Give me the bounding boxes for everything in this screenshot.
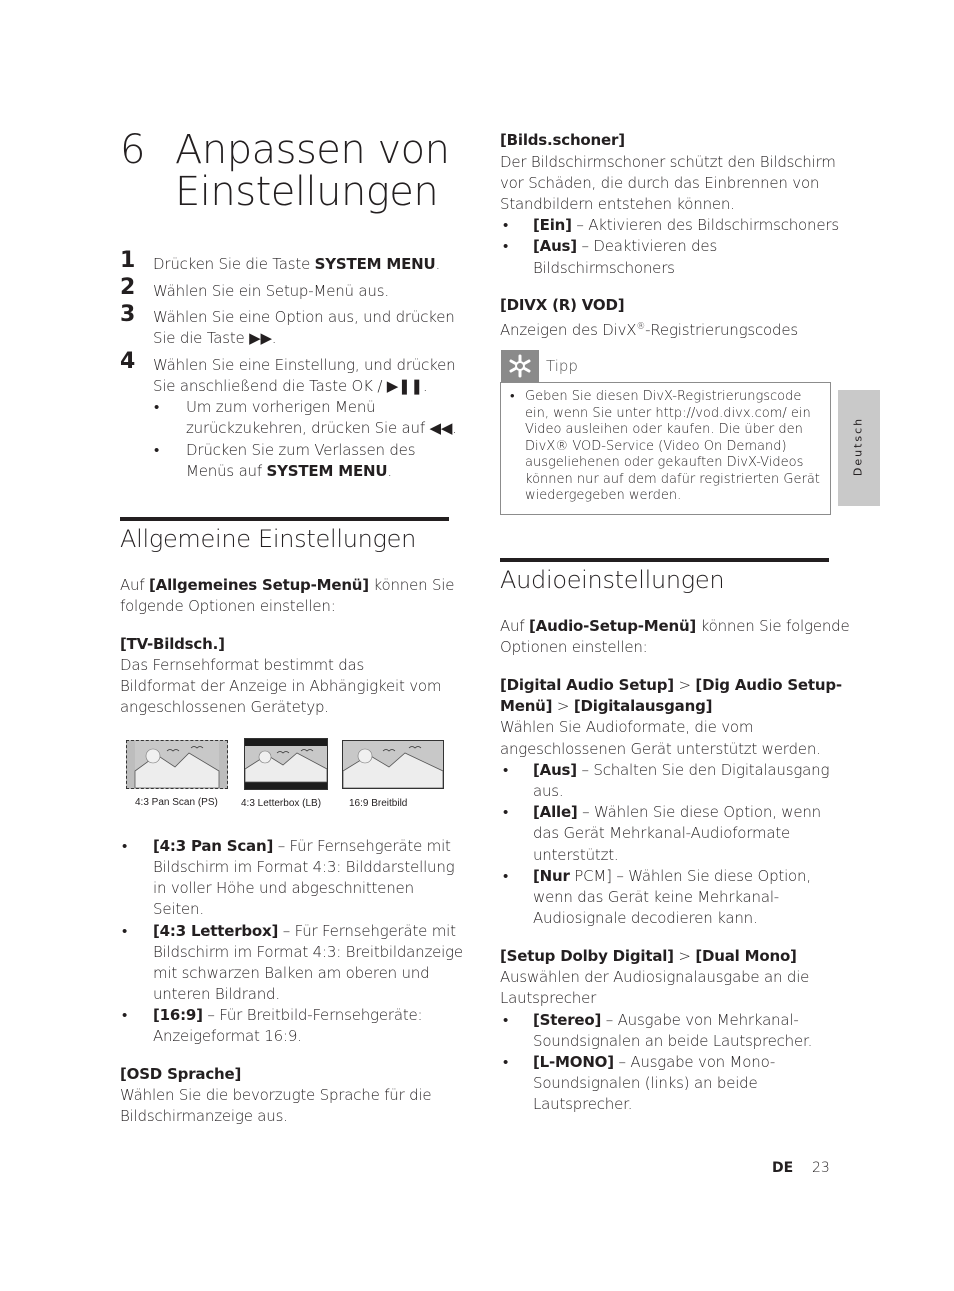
- letterbox-thumbnail: [244, 738, 328, 790]
- bullet-text: Um zum vorherigen Menü: [186, 398, 376, 416]
- tip-text: können nur auf dem dafür registrierten Gerät: [525, 471, 820, 487]
- list-item: wenn das Gerät keine Mehrkanal-: [533, 888, 780, 906]
- list-item: Bildschirmschoners: [533, 259, 675, 277]
- list-item: unteren Bildrand.: [153, 985, 280, 1003]
- bullet-mark: •: [503, 761, 509, 779]
- step-text: Sie anschließend die Taste OK / ▶❚❚.: [153, 377, 428, 395]
- tip-text: ein, wenn Sie unter http://vod.divx.com/ ein: [525, 405, 811, 421]
- tv-desc: angeschlossenen Gerätetyp.: [120, 698, 329, 716]
- widescreen-thumbnail: [342, 740, 444, 789]
- tip-text: wiedergegeben werden.: [525, 488, 682, 503]
- list-item: [4:3 Letterbox] – Für Fernsehgeräte mit: [153, 922, 456, 940]
- step-text: Drücken Sie die Taste SYSTEM MENU.: [153, 255, 441, 273]
- screensaver-desc: Der Bildschirmschoner schützt den Bildschirm: [500, 153, 836, 171]
- digital-audio-path: Menü] > [Digitalausgang]: [500, 697, 713, 715]
- audio-intro-line2: Optionen einstellen:: [500, 638, 648, 656]
- bullet-mark: •: [503, 1011, 509, 1029]
- list-item: Anzeigeformat 16:9.: [153, 1027, 302, 1045]
- bullet-mark: •: [122, 1006, 128, 1024]
- chapter-title-line1: Anpassen von: [175, 127, 450, 173]
- osd-desc: Wählen Sie die bevorzugte Sprache für die: [120, 1086, 432, 1104]
- section-heading-general: Allgemeine Einstellungen: [120, 525, 416, 553]
- list-item: [16:9] – Für Breitbild-Fernsehgeräte:: [153, 1006, 423, 1024]
- asterisk-icon: [501, 350, 539, 382]
- bullet-mark: •: [503, 803, 509, 821]
- general-intro-line2: folgende Optionen einstellen:: [120, 597, 336, 615]
- list-item: [Ein] – Aktivieren des Bildschirmschoners: [533, 216, 839, 234]
- bullet-mark: •: [503, 237, 509, 255]
- list-item: [Nur PCM] – Wählen Sie diese Option,: [533, 867, 811, 885]
- list-item: [Stereo] – Ausgabe von Mehrkanal-: [533, 1011, 799, 1029]
- list-item: Soundsignalen (links) an beide: [533, 1074, 758, 1092]
- tv-title: [TV-Bildsch.]: [120, 635, 225, 653]
- section-rule: [500, 558, 829, 562]
- list-item: [Alle] – Wählen Sie diese Option, wenn: [533, 803, 821, 821]
- bullet-text: zurückzukehren, drücken Sie auf ◀◀.: [186, 419, 457, 437]
- bullet-mark: •: [122, 837, 128, 855]
- audio-intro: Auf [Audio-Setup-Menü] können Sie folgende: [500, 617, 850, 635]
- list-item: Bildschirm im Format 4:3: Bilddarstellung: [153, 858, 455, 876]
- list-item: Seiten.: [153, 900, 204, 918]
- list-item: [L-MONO] – Ausgabe von Mono-: [533, 1053, 776, 1071]
- dolby-desc: Auswählen der Audiosignalausgabe an die: [500, 968, 810, 986]
- osd-title: [OSD Sprache]: [120, 1065, 242, 1083]
- dolby-desc: Lautsprecher: [500, 989, 597, 1007]
- list-item: Soundsignalen an beide Lautsprecher.: [533, 1032, 813, 1050]
- list-item: das Gerät Mehrkanal-Audioformate: [533, 824, 791, 842]
- list-item: in voller Höhe und abgeschnittenen: [153, 879, 414, 897]
- language-side-tab: [838, 390, 880, 506]
- list-item: [Aus] – Schalten Sie den Digitalausgang: [533, 761, 830, 779]
- bullet-mark: •: [154, 441, 160, 459]
- list-item: Lautsprecher.: [533, 1095, 633, 1113]
- step-text: Wählen Sie ein Setup-Menü aus.: [153, 282, 389, 300]
- landscape-image-icon: [343, 741, 443, 788]
- step-number: 2: [120, 275, 136, 300]
- tip-text: ausgeliehenen oder gekauften DivX-Videos: [525, 455, 804, 470]
- step-number: 3: [120, 302, 136, 327]
- general-intro: Auf [Allgemeines Setup-Menü] können Sie: [120, 576, 455, 594]
- step-text: Wählen Sie eine Einstellung, und drücken: [153, 356, 456, 374]
- divx-title: [DIVX (R) VOD]: [500, 296, 625, 314]
- list-item: [Aus] – Deaktivieren des: [533, 237, 718, 255]
- pan-scan-thumbnail: [126, 740, 228, 789]
- list-item: mit schwarzen Balken am oberen und: [153, 964, 430, 982]
- list-item: unterstützt.: [533, 846, 619, 864]
- divx-desc: Anzeigen des DivX®-Registrierungscodes: [500, 321, 798, 339]
- step-number: 4: [120, 349, 136, 374]
- bullet-mark: •: [503, 867, 509, 885]
- step-text: Wählen Sie eine Option aus, und drücken: [153, 308, 455, 326]
- tip-text: Geben Sie diesen DivX-Registrierungscode: [525, 389, 802, 404]
- chapter-number: 6: [120, 127, 146, 173]
- tip-label: Tipp: [546, 357, 578, 375]
- step-text: Sie die Taste ▶▶.: [153, 329, 277, 347]
- bullet-text: Drücken Sie zum Verlassen des: [186, 441, 416, 459]
- landscape-image-icon: [127, 741, 227, 788]
- footer-language: DE: [772, 1160, 794, 1176]
- digital-audio-path: [Digital Audio Setup] > [Dig Audio Setup-: [500, 676, 842, 694]
- page-number: 23: [812, 1160, 830, 1176]
- list-item: Audiosignale decodieren kann.: [533, 909, 758, 927]
- bullet-mark: •: [503, 216, 509, 234]
- section-heading-audio: Audioeinstellungen: [500, 566, 725, 594]
- osd-desc: Bildschirmanzeige aus.: [120, 1107, 288, 1125]
- landscape-image-icon: [245, 739, 327, 789]
- list-item: Bildschirm im Format 4:3: Breitbildanzeige: [153, 943, 463, 961]
- digital-audio-desc: angeschlossenen Gerät unterstützt werden.: [500, 740, 821, 758]
- screensaver-desc: Standbildern entstehen können.: [500, 195, 735, 213]
- tip-icon: [501, 350, 539, 382]
- side-tab-label: Deutsch: [851, 416, 865, 477]
- screensaver-desc: vor Schäden, die durch das Einbrennen von: [500, 174, 820, 192]
- bullet-text: Menüs auf SYSTEM MENU.: [186, 462, 392, 480]
- bullet-mark: •: [154, 398, 160, 416]
- caption-widescreen: 16:9 Breitbild: [349, 798, 408, 809]
- chapter-title-line2: Einstellungen: [175, 169, 439, 215]
- tip-text: DivX® VOD-Service (Video On Demand): [525, 438, 787, 454]
- tv-desc: Das Fernsehformat bestimmt das: [120, 656, 365, 674]
- caption-letterbox: 4:3 Letterbox (LB): [241, 798, 322, 809]
- digital-audio-desc: Wählen Sie Audioformate, die vom: [500, 718, 754, 736]
- bullet-mark: •: [510, 389, 515, 404]
- caption-pan-scan: 4:3 Pan Scan (PS): [135, 797, 218, 808]
- screensaver-title: [Bilds.schoner]: [500, 131, 625, 149]
- section-rule: [120, 517, 449, 521]
- tip-text: Video ausleihen oder kaufen. Die über den: [525, 422, 803, 437]
- list-item: aus.: [533, 782, 564, 800]
- dolby-path: [Setup Dolby Digital] > [Dual Mono]: [500, 947, 797, 965]
- bullet-mark: •: [503, 1053, 509, 1071]
- bullet-mark: •: [122, 922, 128, 940]
- tv-desc: Bildformat der Anzeige in Abhängigkeit vom: [120, 677, 442, 695]
- list-item: [4:3 Pan Scan] – Für Fernsehgeräte mit: [153, 837, 451, 855]
- step-number: 1: [120, 248, 136, 273]
